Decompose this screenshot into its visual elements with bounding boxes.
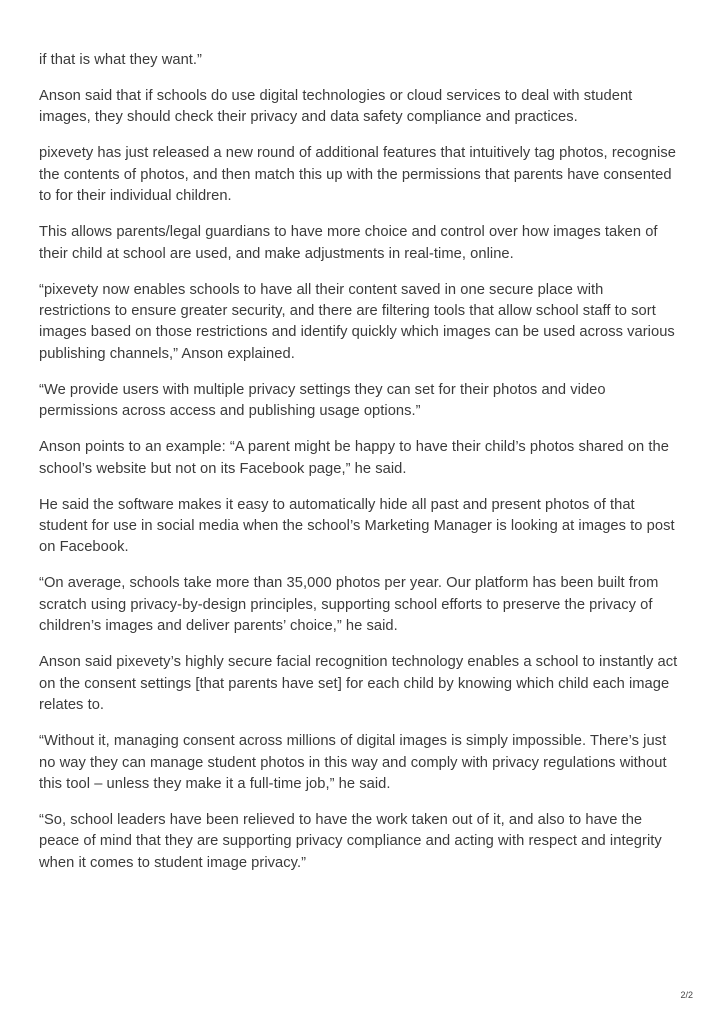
article-paragraph: “So, school leaders have been relieved to have the work taken out of it, and also to have the peace of mind that they are supporting privacy compliance and acting with respect and integrity when it comes to student image privacy.” <box>39 811 662 871</box>
article-paragraph: pixevety has just released a new round of additional features that intuitively tag photos, recognise the contents of photos, and then match this up with the permissions that parents have consented to for their individual children. <box>39 145 676 205</box>
article-paragraph: “Without it, managing consent across millions of digital images is simply impossible. There’s just no way they can manage student photos in this way and comply with privacy regulations without this tool – unless they make it a full-time job,” he said. <box>39 733 667 792</box>
article-paragraph: “On average, schools take more than 35,000 photos per year. Our platform has been built from scratch using privacy-by-design principles, supporting school efforts to preserve the privacy of children’s images and deliver parents’ choice,” he said. <box>39 575 659 635</box>
article-paragraph: “We provide users with multiple privacy settings they can set for their photos and video permissions across access and publishing usage options.” <box>39 381 606 420</box>
article-paragraph: if that is what they want.” <box>39 52 202 68</box>
article-paragraph: Anson points to an example: “A parent might be happy to have their child’s photos shared on the school’s website but not on its Facebook page,” he said. <box>39 439 669 477</box>
article-paragraph: This allows parents/legal guardians to have more choice and control over how images taken of their child at school are used, and make adjustments in real-time, online. <box>39 224 658 262</box>
article-paragraph: “pixevety now enables schools to have all their content saved in one secure place with restrictions to ensure greater security, and there are filtering tools that allow school staff to sort images based on those restrictions and identify quickly which images can be used across various publishing channels,” Anson explained. <box>39 281 675 362</box>
article-paragraph: He said the software makes it easy to automatically hide all past and present photos of that student for use in social media when the school’s Marketing Manager is looking at images to post on Facebook. <box>39 496 675 556</box>
page-number: 2/2 <box>680 990 693 1000</box>
article-paragraph: Anson said pixevety’s highly secure facial recognition technology enables a school to instantly act on the consent settings [that parents have set] for each child by knowing which child each image relates to. <box>39 654 678 714</box>
article-body <box>39 50 679 889</box>
article-paragraph: Anson said that if schools do use digital technologies or cloud services to deal with student images, they should check their privacy and data safety compliance and practices. <box>39 88 633 126</box>
